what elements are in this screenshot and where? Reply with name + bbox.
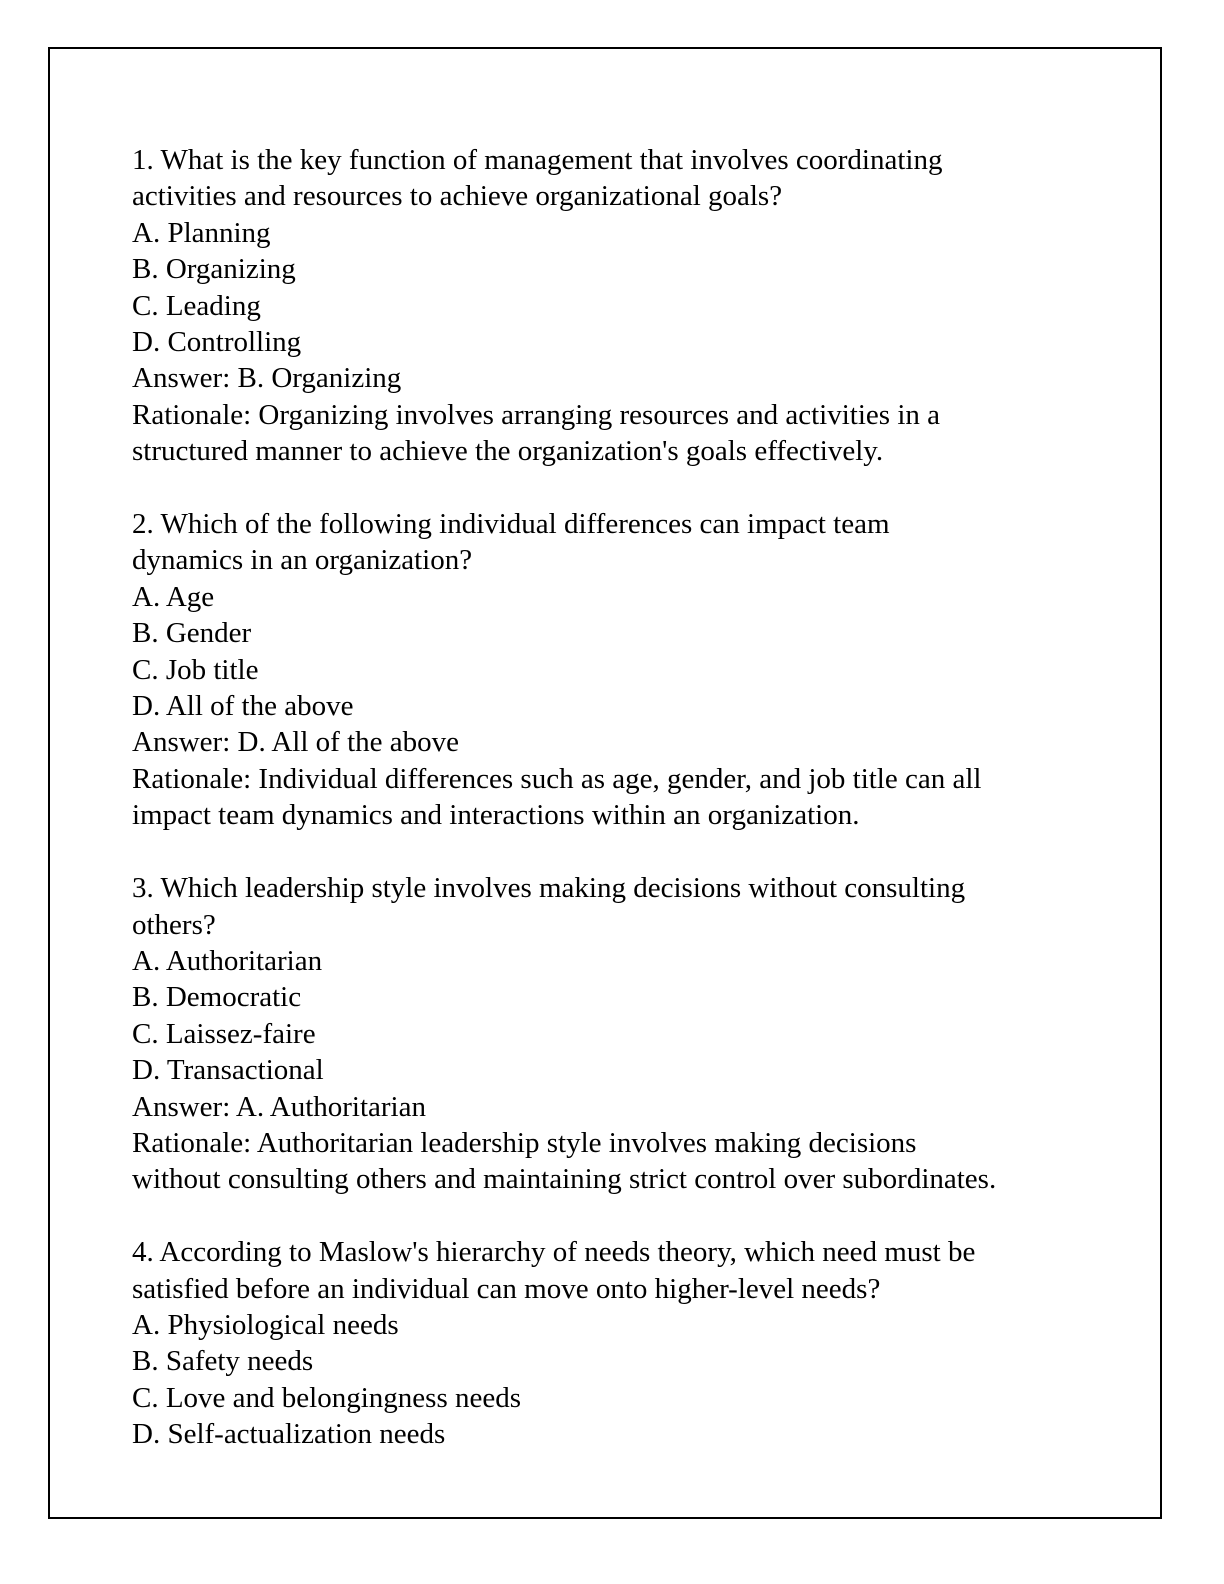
question-2 <box>132 506 1142 834</box>
question-stem: 1. What is the key function of management that involves coordinating <box>132 144 943 176</box>
question-4 <box>132 1234 1142 1452</box>
option-a: A. Age <box>132 580 215 613</box>
option-a: A. Physiological needs <box>132 1308 399 1341</box>
question-stem: satisfied before an individual can move onto higher-level needs? <box>132 1272 881 1305</box>
option-d: D. All of the above <box>132 690 354 723</box>
option-b: B. Democratic <box>132 981 302 1014</box>
option-c: C. Love and belongingness needs <box>132 1381 522 1414</box>
rationale: structured manner to achieve the organization's goals effectively. <box>132 435 884 468</box>
question-1 <box>132 142 1142 470</box>
rationale: without consulting others and maintaining strict control over subordinates. <box>132 1163 997 1196</box>
question-stem: others? <box>132 908 216 941</box>
question-stem: 4. According to Maslow's hierarchy of needs theory, which need must be <box>132 1236 976 1269</box>
option-b: B. Gender <box>132 617 252 650</box>
option-c: C. Laissez-faire <box>132 1017 316 1050</box>
option-d: D. Transactional <box>132 1054 324 1087</box>
answer: Answer: A. Authoritarian <box>132 1090 426 1123</box>
question-3 <box>132 870 1142 1198</box>
answer: Answer: D. All of the above <box>132 726 459 759</box>
answer: Answer: B. Organizing <box>132 362 402 395</box>
option-d: D. Self-actualization needs <box>132 1418 446 1451</box>
question-stem: dynamics in an organization? <box>132 544 473 577</box>
rationale: Rationale: Organizing involves arranging resources and activities in a <box>132 398 940 431</box>
question-stem: 2. Which of the following individual differences can impact team <box>132 508 890 541</box>
rationale: Rationale: Authoritarian leadership style involves making decisions <box>132 1126 917 1159</box>
option-c: C. Leading <box>132 289 261 322</box>
option-a: A. Planning <box>132 216 271 249</box>
document-body <box>132 142 1142 1489</box>
rationale: Rationale: Individual differences such as age, gender, and job title can all <box>132 762 982 795</box>
option-d: D. Controlling <box>132 326 302 359</box>
rationale: impact team dynamics and interactions within an organization. <box>132 799 860 832</box>
question-stem: activities and resources to achieve organizational goals? <box>132 180 783 213</box>
question-stem: 3. Which leadership style involves making decisions without consulting <box>132 872 966 905</box>
option-c: C. Job title <box>132 653 259 686</box>
option-b: B. Organizing <box>132 253 296 286</box>
option-b: B. Safety needs <box>132 1345 314 1378</box>
option-a: A. Authoritarian <box>132 944 323 977</box>
